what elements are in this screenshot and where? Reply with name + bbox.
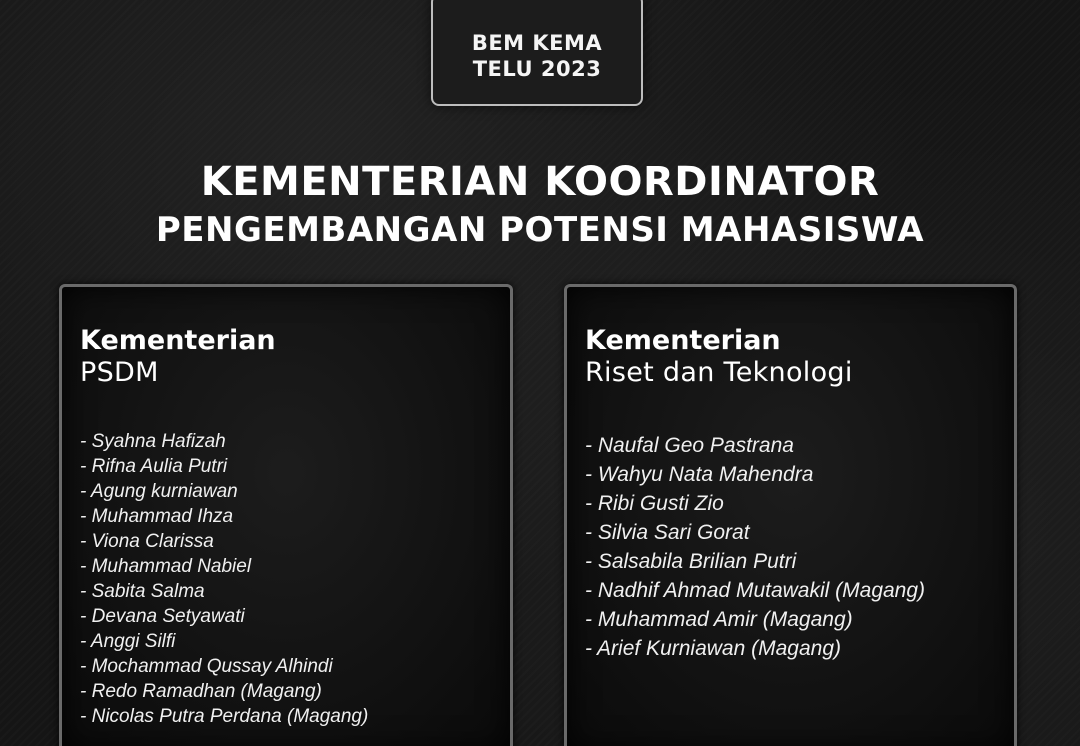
page-subtitle: PENGEMBANGAN POTENSI MAHASISWA [155, 210, 925, 250]
badge-line-2: TELU 2023 [472, 57, 602, 81]
list-item: - Nicolas Putra Perdana (Magang) [80, 706, 369, 727]
list-item: - Rifna Aulia Putri [80, 456, 228, 477]
org-badge [431, 0, 643, 106]
list-item: - Wahyu Nata Mahendra [585, 463, 814, 486]
list-item: - Mochammad Qussay Alhindi [80, 656, 333, 677]
panel-title: Kementerian [585, 325, 781, 356]
heading [0, 160, 1080, 250]
list-item: - Muhammad Ihza [80, 506, 234, 527]
list-item: - Sabita Salma [80, 581, 205, 602]
panel-subtitle: Riset dan Teknologi [585, 357, 853, 388]
panel-ristek [564, 284, 1017, 746]
panel-title: Kementerian [80, 325, 276, 356]
list-item: - Naufal Geo Pastrana [585, 434, 794, 457]
member-list [80, 429, 368, 729]
list-item: - Salsabila Brilian Putri [585, 550, 797, 573]
page-title: KEMENTERIAN KOORDINATOR [197, 160, 884, 204]
list-item: - Anggi Silfi [80, 631, 176, 652]
panel-psdm [59, 284, 513, 746]
list-item: - Devana Setyawati [80, 606, 245, 627]
panel-subtitle: PSDM [80, 357, 159, 388]
list-item: - Syahna Hafizah [80, 431, 226, 452]
list-item: - Muhammad Amir (Magang) [585, 608, 853, 631]
list-item: - Muhammad Nabiel [80, 556, 252, 577]
list-item: - Nadhif Ahmad Mutawakil (Magang) [585, 579, 926, 602]
list-item: - Viona Clarissa [80, 531, 214, 552]
badge-line-1: BEM KEMA [471, 31, 603, 55]
list-item: - Arief Kurniawan (Magang) [585, 637, 841, 660]
list-item: - Agung kurniawan [80, 481, 238, 502]
list-item: - Ribi Gusti Zio [585, 492, 724, 515]
list-item: - Redo Ramadhan (Magang) [80, 681, 322, 702]
list-item: - Silvia Sari Gorat [585, 521, 750, 544]
member-list [585, 431, 925, 663]
